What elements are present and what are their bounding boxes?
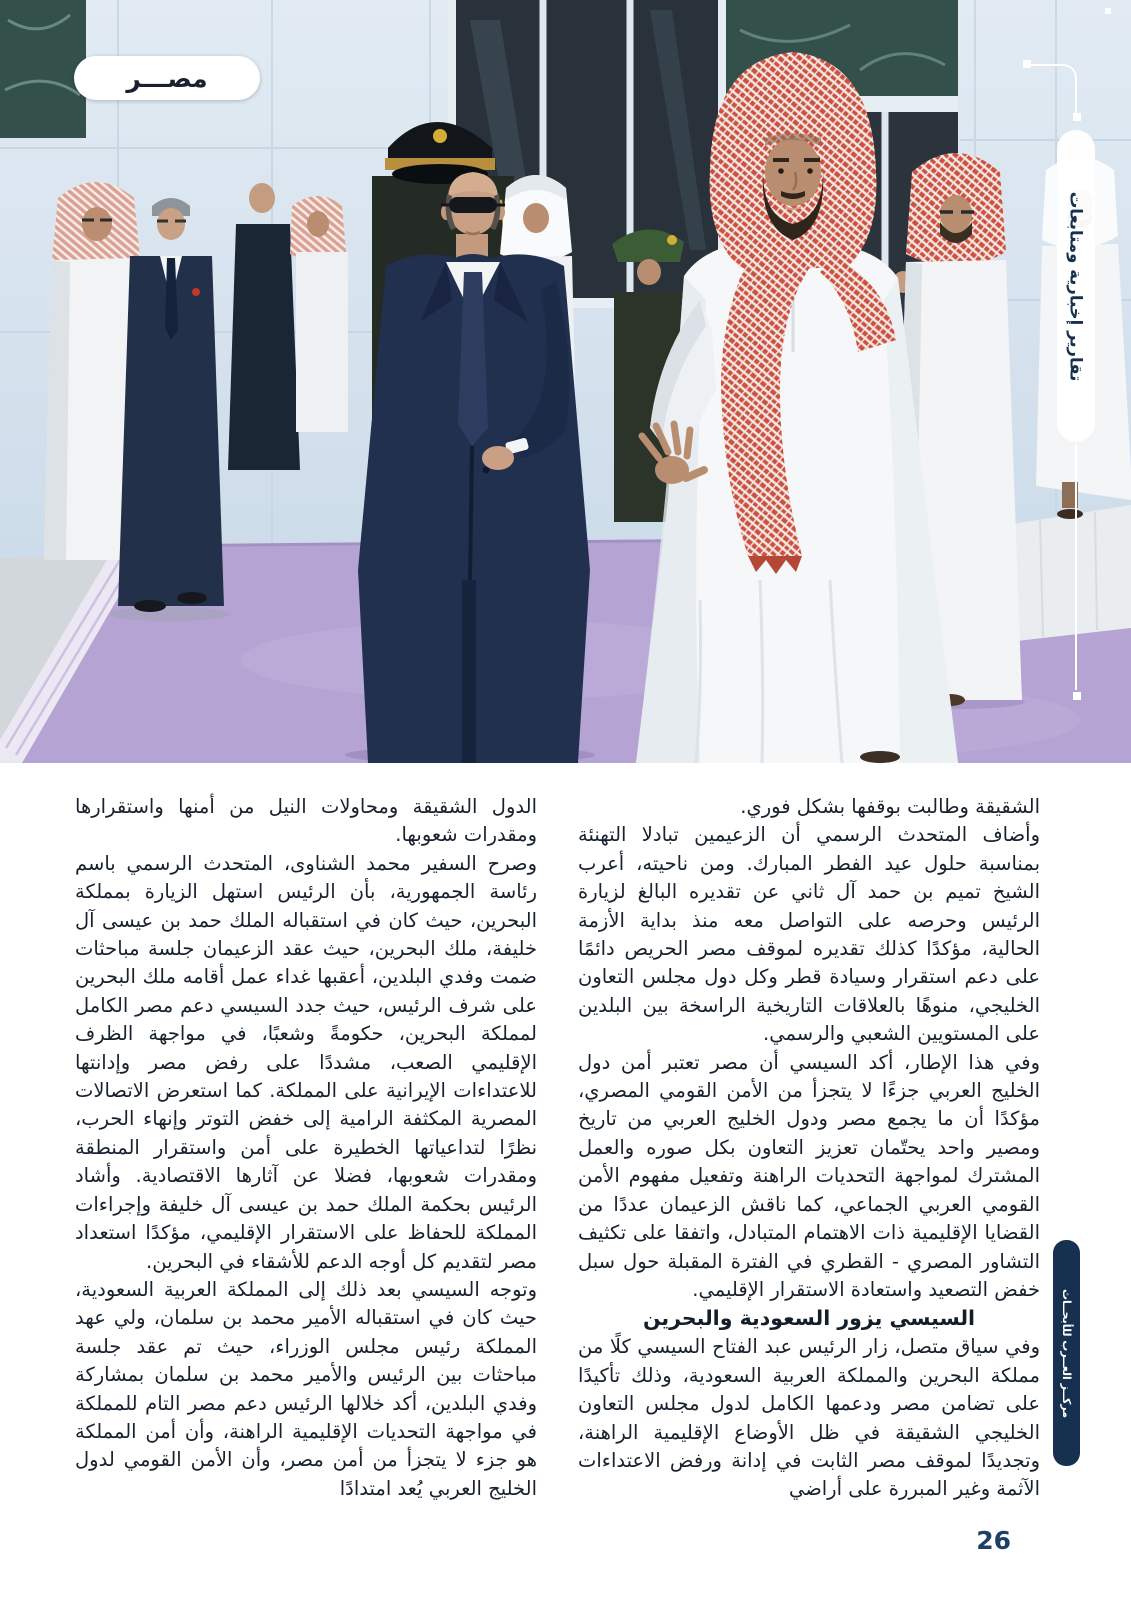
news-ribbon-label: تقارير إخبارية ومتابعات <box>1066 191 1086 381</box>
ribbon-connector-bottom <box>1075 444 1078 690</box>
column-left <box>75 793 537 1504</box>
lead-photo-illustration <box>0 0 1131 763</box>
connector-dot-bottom <box>1073 692 1081 700</box>
paragraph: وفي سياق متصل، زار الرئيس عبد الفتاح السيسي كلًا من مملكة البحرين والمملكة العربية السعودية، وذلك تأكيدًا على تضامن مصر ودعمها الكامل لدول مجلس التعاون الخليجي الشقيقة في ظل الأوضاع الإقليمية الراهنة، وتجديدًا لموقف مصر الثابت في إدانة ورفض الاعتداءات الآثمة وغير المبررة على أراضي <box>578 1335 1040 1501</box>
research-center-ribbon <box>1053 1240 1080 1466</box>
connector-dot-mid <box>1073 113 1081 121</box>
section-badge <box>74 56 260 100</box>
research-center-label: مركــز العــرب للأبحــاث <box>1060 1288 1073 1418</box>
paragraph: وصرح السفير محمد الشناوى، المتحدث الرسمي باسم رئاسة الجمهورية، بأن الرئيس استهل الزيارة بمملكة البحرين، حيث كان في استقباله الملك حمد بن عيسى آل خليفة، ملك البحرين، حيث عقد الزعيمان جلسة مباحثات ضمت وفدي البلدين، أعقبها غداء عمل أقامه ملك البحرين على شرف الرئيس، حيث جدد السيسي دعم مصر الكامل لمملكة البحرين، حكومةً وشعبًا، في مواجهة الظرف الإقليمي الصعب، مشددًا على رفض مصر وإدانتها للاعتداءات الإيرانية على المملكة. كما استعرض الاتصالات المصرية المكثفة الرامية إلى خفض التوتر وإنهاء الحرب، نظرًا لتداعياتها الخطيرة على أمن واستقرار المنطقة ومقدرات شعوبها، فضلا عن آثارها الاقتصادية. وأشاد الرئيس بحكمة الملك حمد بن عيسى آل خليفة وإجراءات المملكة للحفاظ على الاستقرار الإقليمي، مؤكدًا استعداد مصر لتقديم كل أوجه الدعم للأشقاء في البحرين. <box>75 851 537 1273</box>
section-badge-label: مصـــر <box>126 63 208 93</box>
lead-photo <box>0 0 1131 763</box>
article-body <box>75 793 1040 1504</box>
page-number: 26 <box>976 1526 1011 1555</box>
column-right <box>578 793 1040 1504</box>
corner-dot <box>1105 8 1111 14</box>
paragraph: وتوجه السيسي بعد ذلك إلى المملكة العربية السعودية، حيث كان في استقباله الأمير محمد بن سلمان، ولي عهد المملكة رئيس مجلس الوزراء، حيث تم عقد جلسة مباحثات بين الرئيس والأمير محمد بن سلمان بمشاركة وفدي البلدين، أكد خلالها الرئيس دعم مصر التام للمملكة في مواجهة التحديات الإقليمية الراهنة، وأن أمن المملكة هو جزء لا يتجزأ من أمن مصر، وأن الأمن القومي لدول الخليج العربي يُعد امتدادًا <box>75 1277 537 1500</box>
paragraph: الشقيقة وطالبت بوقفها بشكل فوري. <box>740 795 1040 818</box>
news-ribbon <box>1057 130 1095 442</box>
article-heading: السيسي يزور السعودية والبحرين <box>642 1306 976 1331</box>
paragraph: الدول الشقيقة ومحاولات النيل من أمنها واستقرارها ومقدرات شعوبها. <box>75 795 537 847</box>
connector-dot-top <box>1023 60 1031 68</box>
paragraph: وفي هذا الإطار، أكد السيسي أن مصر تعتبر أمن دول الخليج العربي جزءًا لا يتجزأ من الأمن القومي المصري، مؤكدًا أن ما يجمع مصر ودول الخليج العربي من تاريخ ومصير واحد يحتّمان تعزيز التعاون بكل صوره والعمل المشترك لمواجهة التحديات الراهنة وتفعيل مفهوم الأمن القومي العربي الجماعي، كما ناقش الزعيمان عددًا من القضايا الإقليمية ذات الاهتمام المتبادل، واتفقا على تكثيف التشاور المصري - القطري في الفترة المقبلة حول سبل خفض التصعيد واستعادة الاستقرار الإقليمي. <box>578 1050 1040 1301</box>
paragraph: وأضاف المتحدث الرسمي أن الزعيمين تبادلا التهنئة بمناسبة حلول عيد الفطر المبارك. ومن ناحيته، أعرب الشيخ تميم بن حمد آل ثاني عن تقديره البالغ لزيارة الرئيس وحرصه على التواصل معه منذ بداية الأزمة الحالية، مؤكدًا كذلك تقديره لموقف مصر الحريص دائمًا على دعم استقرار وسيادة قطر وكل دول مجلس التعاون الخليجي، منوهًا بالعلاقات التاريخية الراسخة بين البلدين على المستويين الشعبي والرسمي. <box>578 823 1040 1046</box>
ribbon-connector-top <box>1029 64 1077 120</box>
